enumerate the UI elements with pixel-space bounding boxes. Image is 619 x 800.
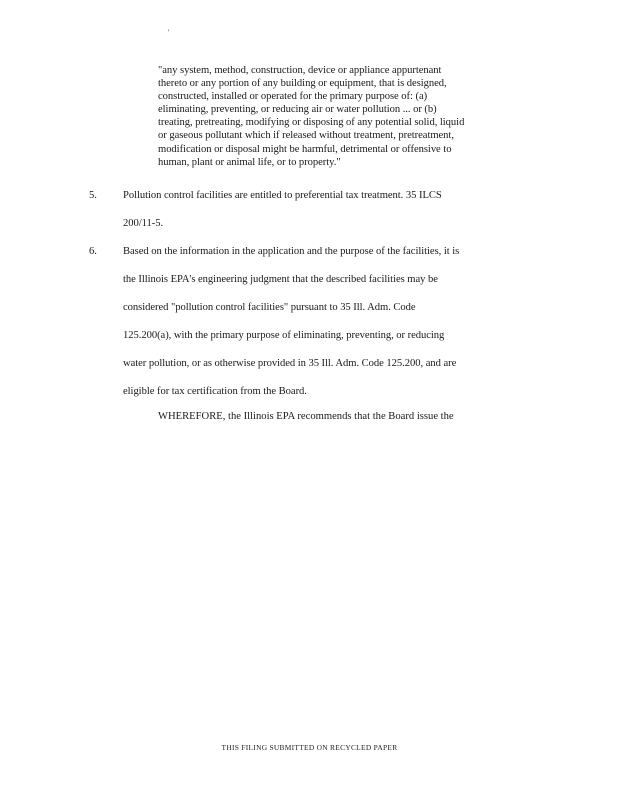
- recycled-paper-footer: THIS FILING SUBMITTED ON RECYCLED PAPER: [221, 743, 398, 752]
- quote-line: thereto or any portion of any building or equipment, that is designed,: [158, 78, 447, 90]
- quote-line: modification or disposal might be harmful, detrimental or offensive to: [158, 143, 452, 155]
- stray-mark: ': [168, 28, 170, 37]
- quote-line: constructed, installed or operated for the primary purpose of: (a): [158, 91, 428, 103]
- quote-line: human, plant or animal life, or to property.": [158, 156, 341, 168]
- quote-line: treating, pretreating, modifying or disposing of any potential solid, liquid: [158, 117, 465, 129]
- item-6-number: 6.: [89, 246, 97, 257]
- item-6-line: considered "pollution control facilities" pursuant to 35 Ill. Adm. Code: [123, 302, 416, 313]
- item-5-line: Pollution control facilities are entitled to preferential tax treatment. 35 ILCS: [123, 190, 442, 201]
- quote-line: or gaseous pollutant which if released without treatment, pretreatment,: [158, 130, 454, 142]
- quote-line: "any system, method, construction, device or appliance appurtenant: [158, 65, 442, 76]
- item-6-line: the Illinois EPA's engineering judgment that the described facilities may be: [123, 274, 438, 285]
- wherefore-paragraph: WHEREFORE, the Illinois EPA recommends that the Board issue the: [158, 411, 454, 422]
- item-6-line: eligible for tax certification from the Board.: [123, 386, 307, 397]
- item-6-line: 125.200(a), with the primary purpose of eliminating, preventing, or reducing: [123, 330, 445, 341]
- block-quote: [158, 64, 508, 169]
- item-5-line: 200/11-5.: [123, 218, 164, 229]
- item-5-number: 5.: [89, 190, 97, 201]
- quote-line: eliminating, preventing, or reducing air or water pollution ... or (b): [158, 104, 437, 116]
- item-6-line: water pollution, or as otherwise provided in 35 Ill. Adm. Code 125.200, and are: [123, 358, 457, 369]
- item-6-line: Based on the information in the application and the purpose of the facilities, it is: [123, 246, 460, 257]
